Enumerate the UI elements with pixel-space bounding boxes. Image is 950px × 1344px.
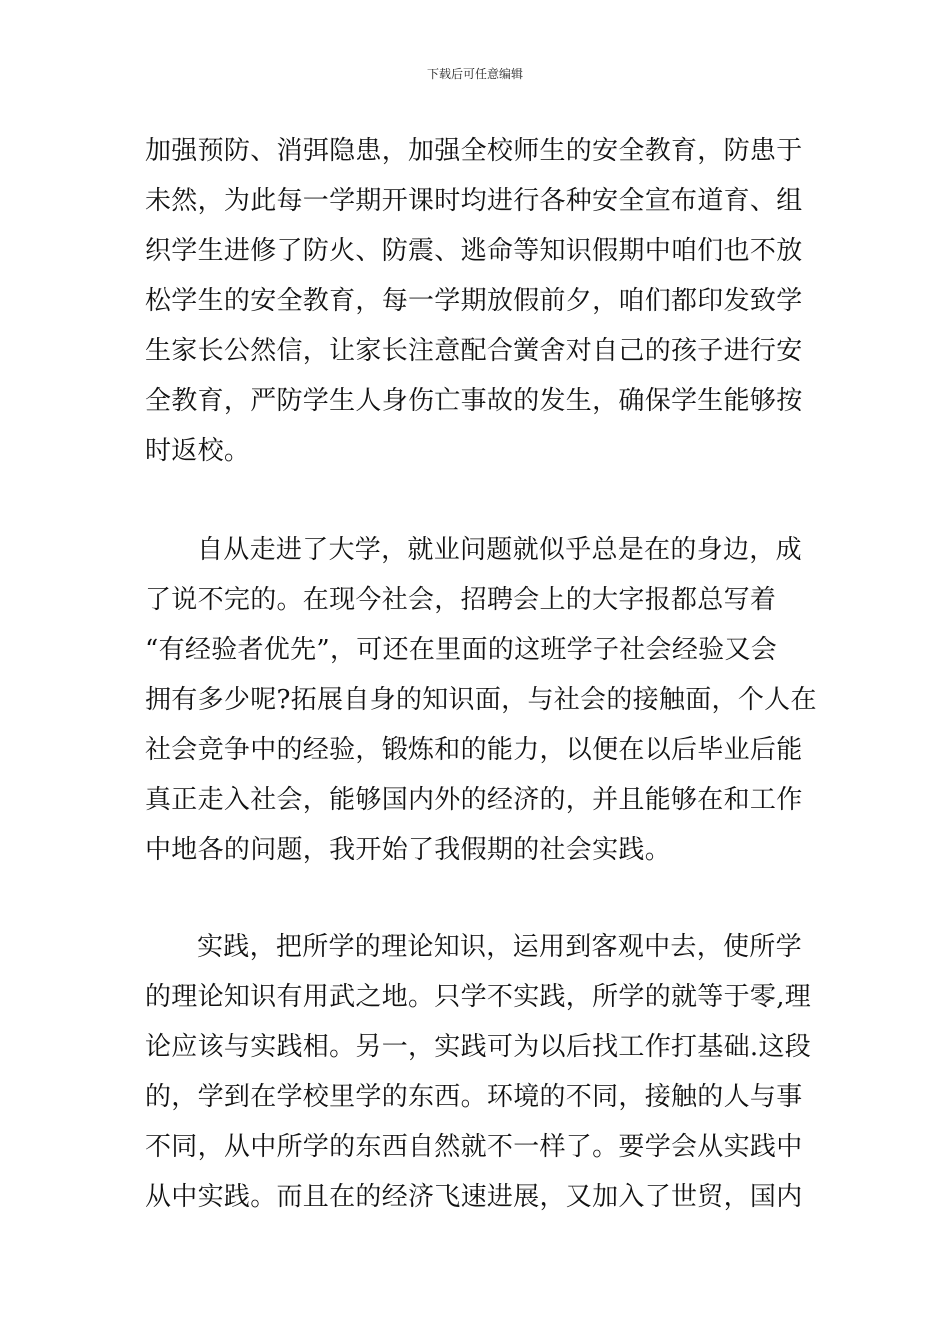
text-line: 的理论知识有用武之地。只学不实践，所学的就等于零,理 bbox=[145, 982, 812, 1012]
text-line: 社会竞争中的经验，锻炼和的能力，以便在以后毕业后能 bbox=[145, 735, 803, 765]
text-line: 全教育，严防学生人身伤亡事故的发生，确保学生能够按 bbox=[145, 386, 803, 416]
text-line: 从中实践。而且在的经济飞速进展，又加入了世贸，国内 bbox=[145, 1182, 803, 1212]
header-note: 下载后可任意编辑 bbox=[426, 67, 523, 81]
text-line: 自从走进了大学，就业问题就似乎总是在的身边，成 bbox=[197, 535, 802, 565]
text-line: 实践，把所学的理论知识，运用到客观中去，使所学 bbox=[197, 932, 802, 962]
text-line: 了说不完的。在现今社会，招聘会上的大字报都总写着 bbox=[145, 585, 777, 615]
text-line: 松学生的安全教育，每一学期放假前夕，咱们都印发致学 bbox=[145, 286, 803, 316]
paragraph-employment bbox=[145, 525, 817, 875]
text-line: 的，学到在学校里学的东西。环境的不同，接触的人与事 bbox=[145, 1082, 803, 1112]
text-line: 织学生进修了防火、防震、逃命等知识假期中咱们也不放 bbox=[145, 236, 803, 266]
text-line: 论应该与实践相。另一，实践可为以后找工作打基础.这段 bbox=[145, 1032, 812, 1062]
text-line: 时返校。 bbox=[145, 436, 251, 466]
paragraph-safety-education bbox=[145, 126, 809, 476]
text-line: “有经验者优先”，可还在里面的这班学子社会经验又会 bbox=[145, 635, 778, 665]
text-line: 加强预防、消弭隐患，加强全校师生的安全教育，防患于 bbox=[145, 136, 803, 166]
text-line: 不同，从中所学的东西自然就不一样了。要学会从实践中 bbox=[145, 1132, 803, 1162]
paragraph-practice bbox=[145, 922, 812, 1222]
text-line: 真正走入社会，能够国内外的经济的，并且能够在和工作 bbox=[145, 785, 803, 815]
text-line: 未然，为此每一学期开课时均进行各种安全宣布道育、组 bbox=[145, 186, 803, 216]
text-line: 拥有多少呢?拓展自身的知识面，与社会的接触面，个人在 bbox=[145, 685, 817, 715]
text-line: 生家长公然信，让家长注意配合黉舍对自己的孩子进行安 bbox=[145, 336, 803, 366]
text-line: 中地各的问题，我开始了我假期的社会实践。 bbox=[145, 835, 672, 865]
